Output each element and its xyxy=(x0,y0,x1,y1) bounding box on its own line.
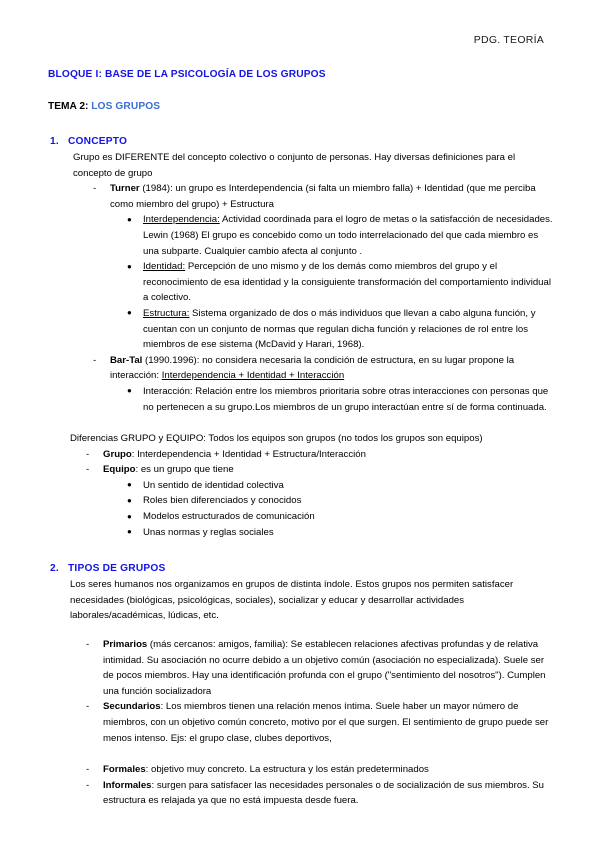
component-identidad xyxy=(48,259,554,306)
equipo-features-list xyxy=(48,478,554,540)
group-type-informales xyxy=(48,778,554,809)
author-turner-name: Turner xyxy=(110,183,140,195)
group-type-secundarios-term: Secundarios xyxy=(103,701,161,713)
author-bartal-formula: Interdependencia + Identidad + Interacción xyxy=(161,370,345,382)
section-2-title: TIPOS DE GRUPOS xyxy=(68,563,166,575)
group-types-list xyxy=(48,637,554,746)
equipo-feature-text: Modelos estructurados de comunicación xyxy=(143,511,315,523)
section-1-heading xyxy=(48,135,554,149)
tema-value: LOS GRUPOS xyxy=(91,101,161,112)
dash-marker: - xyxy=(86,448,90,460)
difference-equipo-text: : es un grupo que tiene xyxy=(135,464,234,476)
dash-marker: - xyxy=(86,779,90,791)
bullet-marker: ● xyxy=(127,214,132,224)
group-type-informales-text: : surgen para satisfacer las necesidades personales o de socialización de sus miembros. Su estructura es relajada ya que no está impuesta desde fuera. xyxy=(103,779,545,807)
section-2-number: 2. xyxy=(50,563,59,575)
bullet-marker: ● xyxy=(127,511,132,521)
equipo-feature-text: Roles bien diferenciados y conocidos xyxy=(143,495,302,507)
group-types-list-2 xyxy=(48,762,554,809)
bullet-marker: ● xyxy=(127,527,132,537)
bullet-marker: ● xyxy=(127,495,132,505)
group-type-primarios xyxy=(48,637,554,699)
dash-marker: - xyxy=(86,701,90,713)
dash-marker: - xyxy=(86,464,90,476)
document-content xyxy=(48,68,554,809)
tema-label: TEMA 2: xyxy=(48,101,89,112)
bullet-marker: ● xyxy=(127,386,132,396)
tema-line xyxy=(48,100,554,113)
section-tipos-de-grupos xyxy=(48,562,554,809)
author-turner-definition: (1984): un grupo es Interdependencia (si falta un miembro falla) + Identidad (que me perciba como miembro del grupo) + Estructura xyxy=(110,183,536,210)
block-title: BLOQUE I: BASE DE LA PSICOLOGÍA DE LOS GRUPOS xyxy=(48,69,326,80)
difference-grupo-term: Grupo xyxy=(103,448,132,460)
equipo-feature xyxy=(48,525,554,541)
component-identidad-term: Identidad: xyxy=(143,261,186,273)
author-bartal xyxy=(48,353,554,384)
dash-marker: - xyxy=(86,639,90,651)
group-type-informales-term: Informales xyxy=(103,779,152,791)
difference-grupo-text: : Interdependencia + Identidad + Estructura/Interacción xyxy=(131,448,366,460)
difference-equipo xyxy=(48,462,554,478)
group-type-formales-text: : objetivo muy concreto. La estructura y los están predeterminados xyxy=(145,764,429,776)
component-estructura-text: Sistema organizado de dos o más individuos que llevan a cabo alguna función, y cuentan con un conjunto de normas que regulan dicha función y relaciones de rol entre los miembros de ese sistema (McDavid y Harari, 1968). xyxy=(143,307,536,351)
component-identidad-text: Percepción de uno mismo y de los demás como miembros del grupo y el reconocimiento de esa identidad y la consiguiente transformación del comportamiento individual a colectivo. xyxy=(143,261,551,304)
bullet-marker: ● xyxy=(127,308,132,318)
bullet-marker: ● xyxy=(127,480,132,490)
differences-list xyxy=(48,447,554,478)
spacer xyxy=(48,540,554,562)
turner-components-list xyxy=(48,212,554,352)
component-interdependencia-text: Actividad coordinada para el logro de metas o la satisfacción de necesidades. Lewin (1968) El grupo es concebido como un todo interrelacionado del que cada miembro es una subparte. Cualquier cambio afecta al conjunto . xyxy=(143,214,553,257)
spacer xyxy=(48,624,554,637)
component-interaccion xyxy=(48,384,554,415)
group-type-primarios-term: Primarios xyxy=(103,639,148,651)
section-concepto xyxy=(48,135,554,540)
group-type-secundarios xyxy=(48,699,554,746)
group-type-secundarios-text: : Los miembros tienen una relación menos íntima. Suele haber un mayor número de miembros, con un objetivo común concreto, motivo por el que surgen. El sentimiento de grupo puede ser menos intenso. Ejs: el grupo clase, clubes deportivos, xyxy=(103,701,549,744)
bartal-components-list xyxy=(48,384,554,415)
section-1-number: 1. xyxy=(50,136,59,147)
equipo-feature xyxy=(48,493,554,509)
section-2-heading xyxy=(48,562,554,576)
spacer xyxy=(48,415,554,431)
equipo-feature-text: Unas normas y reglas sociales xyxy=(143,526,274,538)
equipo-feature-text: Un sentido de identidad colectiva xyxy=(143,479,284,491)
author-definitions-list xyxy=(48,181,554,415)
group-type-primarios-text: (más cercanos: amigos, familia): Se establecen relaciones afectivas profundas y de relativa intimidad. Su asociación no ocurre debido a un objetivo común (asociación no especializada). Suele ser de pocos miembros. Hay una identificación profunda con el grupo ("sentimiento del nosotros"). Cumplen una función socializadora xyxy=(103,639,546,697)
difference-grupo xyxy=(48,447,554,463)
author-bartal-definition: (1990.1996): no considera necesaria la condición de estructura, en su lugar propone la interacción: xyxy=(110,354,515,382)
group-type-formales xyxy=(48,762,554,778)
equipo-feature xyxy=(48,478,554,494)
component-interdependencia xyxy=(48,212,554,259)
differences-intro: Diferencias GRUPO y EQUIPO: Todos los equipos son grupos (no todos los grupos son equipos) xyxy=(70,433,483,445)
component-interaccion-text: Interacción: Relación entre los miembros prioritaria sobre otras interacciones con personas que no pertenecen a su grupo.Los miembros de un grupo interactúan entre sí de forma continuada. xyxy=(143,385,549,413)
spacer xyxy=(48,746,554,762)
section-1-intro: Grupo es DIFERENTE del concepto colectivo o conjunto de personas. Hay diversas definiciones para el concepto de grupo xyxy=(73,152,516,179)
component-estructura-term: Estructura: xyxy=(143,307,190,319)
component-estructura xyxy=(48,306,554,353)
author-bartal-name: Bar-Tal xyxy=(110,354,143,366)
page-header: PDG. TEORÍA xyxy=(473,34,544,46)
bullet-marker: ● xyxy=(127,261,132,271)
section-1-title: CONCEPTO xyxy=(68,136,128,147)
difference-equipo-term: Equipo xyxy=(103,464,136,476)
equipo-feature xyxy=(48,509,554,525)
dash-marker: - xyxy=(93,354,97,366)
author-turner xyxy=(48,181,554,212)
component-interdependencia-term: Interdependencia: xyxy=(143,214,220,226)
group-type-formales-term: Formales xyxy=(103,764,146,776)
dash-marker: - xyxy=(86,764,90,776)
section-2-intro: Los seres humanos nos organizamos en grupos de distinta índole. Estos grupos nos permiten satisfacer necesidades (biológicas, psicológicas, sociales), socializar y educar y desarrollar actividades laborales/académicas, lúdicas, etc. xyxy=(70,579,514,622)
dash-marker: - xyxy=(93,183,97,195)
